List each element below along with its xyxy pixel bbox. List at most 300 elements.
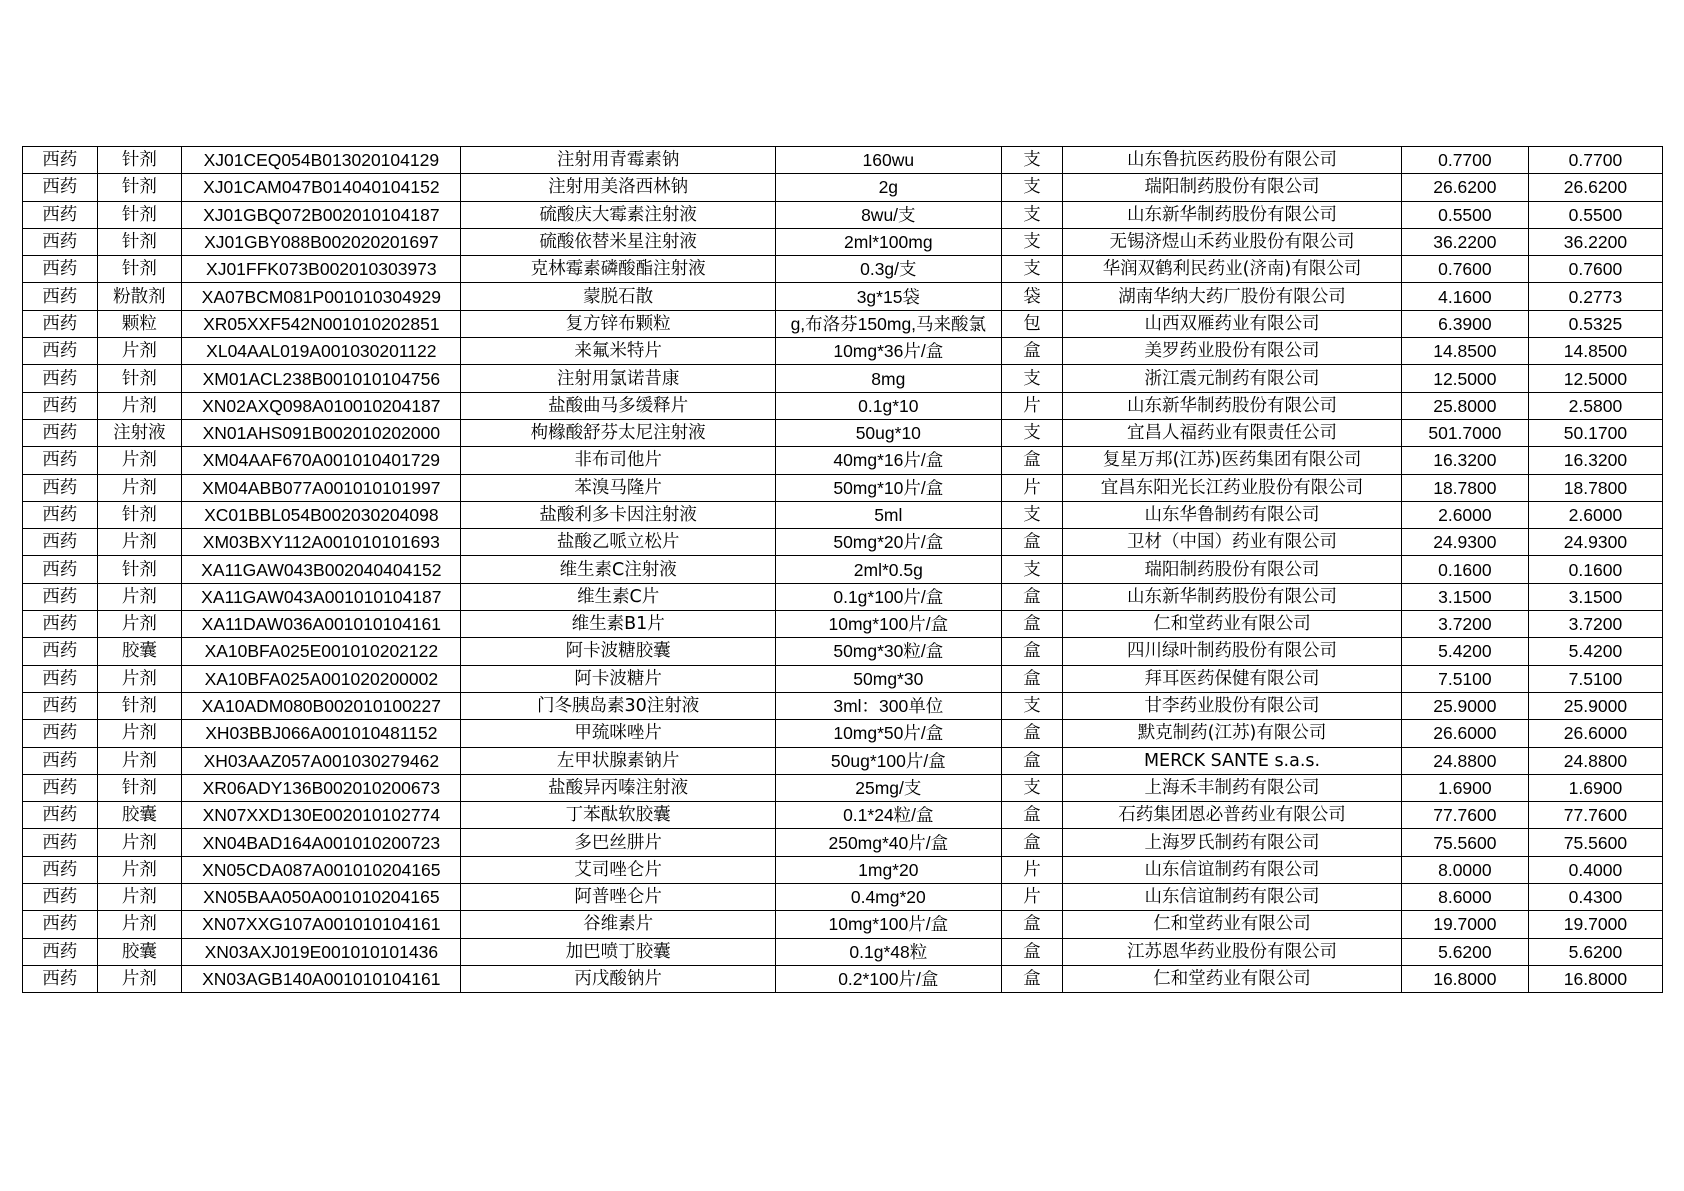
specification-cell: 3g*15袋 [775,283,1001,310]
drug-code-cell: XC01BBL054B002030204098 [182,501,461,528]
drug-name-cell: 丁苯酞软胶囊 [461,802,775,829]
specification-cell: 0.2*100片/盒 [775,965,1001,992]
specification-cell: 2ml*100mg [775,228,1001,255]
table-row [23,147,1663,174]
unit-price-cell: 5.4200 [1528,638,1662,665]
category-cell: 西药 [23,583,98,610]
dosage-form-cell: 胶囊 [97,802,182,829]
unit-price-cell: 12.5000 [1528,365,1662,392]
drug-code-cell: XJ01GBY088B002020201697 [182,228,461,255]
category-cell: 西药 [23,201,98,228]
category-cell: 西药 [23,747,98,774]
unit-price-cell: 3.7200 [1528,611,1662,638]
package-price-cell: 4.1600 [1401,283,1528,310]
unit-cell: 支 [1001,774,1062,801]
unit-price-cell: 26.6200 [1528,174,1662,201]
table-body [23,147,1663,993]
package-price-cell: 26.6000 [1401,720,1528,747]
unit-price-cell: 2.5800 [1528,392,1662,419]
specification-cell: 2g [775,174,1001,201]
drug-code-cell: XR05XXF542N001010202851 [182,310,461,337]
manufacturer-cell: 华润双鹤利民药业(济南)有限公司 [1063,256,1402,283]
specification-cell: 25mg/支 [775,774,1001,801]
unit-price-cell: 36.2200 [1528,228,1662,255]
dosage-form-cell: 针剂 [97,501,182,528]
manufacturer-cell: 浙江震元制药有限公司 [1063,365,1402,392]
drug-code-cell: XN03AGB140A001010104161 [182,965,461,992]
table-row [23,802,1663,829]
manufacturer-cell: 山东信谊制药有限公司 [1063,856,1402,883]
table-row [23,665,1663,692]
unit-cell: 盒 [1001,638,1062,665]
unit-price-cell: 0.4000 [1528,856,1662,883]
dosage-form-cell: 片剂 [97,965,182,992]
package-price-cell: 36.2200 [1401,228,1528,255]
dosage-form-cell: 片剂 [97,747,182,774]
table-row [23,884,1663,911]
manufacturer-cell: 仁和堂药业有限公司 [1063,911,1402,938]
table-row [23,529,1663,556]
specification-cell: 50mg*30粒/盒 [775,638,1001,665]
specification-cell: 5ml [775,501,1001,528]
drug-code-cell: XH03BBJ066A001010481152 [182,720,461,747]
unit-cell: 盒 [1001,802,1062,829]
manufacturer-cell: 四川绿叶制药股份有限公司 [1063,638,1402,665]
package-price-cell: 5.4200 [1401,638,1528,665]
manufacturer-cell: 仁和堂药业有限公司 [1063,965,1402,992]
drug-name-cell: 复方锌布颗粒 [461,310,775,337]
unit-price-cell: 2.6000 [1528,501,1662,528]
category-cell: 西药 [23,720,98,747]
category-cell: 西药 [23,228,98,255]
unit-cell: 盒 [1001,965,1062,992]
package-price-cell: 24.9300 [1401,529,1528,556]
drug-name-cell: 非布司他片 [461,447,775,474]
dosage-form-cell: 片剂 [97,911,182,938]
table-row [23,829,1663,856]
dosage-form-cell: 片剂 [97,447,182,474]
manufacturer-cell: 山东鲁抗医药股份有限公司 [1063,147,1402,174]
category-cell: 西药 [23,256,98,283]
specification-cell: 50ug*10 [775,419,1001,446]
manufacturer-cell: 石药集团恩必普药业有限公司 [1063,802,1402,829]
package-price-cell: 14.8500 [1401,338,1528,365]
drug-price-table [22,146,1663,993]
unit-cell: 支 [1001,174,1062,201]
drug-code-cell: XJ01CEQ054B013020104129 [182,147,461,174]
drug-name-cell: 加巴喷丁胶囊 [461,938,775,965]
drug-code-cell: XA11GAW043A001010104187 [182,583,461,610]
table-row [23,338,1663,365]
drug-name-cell: 艾司唑仑片 [461,856,775,883]
drug-name-cell: 注射用青霉素钠 [461,147,775,174]
drug-code-cell: XN05CDA087A001010204165 [182,856,461,883]
drug-name-cell: 来氟米特片 [461,338,775,365]
unit-price-cell: 0.5500 [1528,201,1662,228]
drug-code-cell: XN04BAD164A001010200723 [182,829,461,856]
table-row [23,392,1663,419]
table-row [23,419,1663,446]
manufacturer-cell: 江苏恩华药业股份有限公司 [1063,938,1402,965]
drug-code-cell: XM03BXY112A001010101693 [182,529,461,556]
specification-cell: 0.1g*100片/盒 [775,583,1001,610]
unit-price-cell: 0.7700 [1528,147,1662,174]
drug-name-cell: 阿卡波糖胶囊 [461,638,775,665]
unit-cell: 包 [1001,310,1062,337]
table-row [23,474,1663,501]
package-price-cell: 1.6900 [1401,774,1528,801]
unit-price-cell: 1.6900 [1528,774,1662,801]
unit-price-cell: 0.2773 [1528,283,1662,310]
table-row [23,365,1663,392]
drug-code-cell: XH03AAZ057A001030279462 [182,747,461,774]
package-price-cell: 75.5600 [1401,829,1528,856]
package-price-cell: 25.9000 [1401,692,1528,719]
manufacturer-cell: 仁和堂药业有限公司 [1063,611,1402,638]
drug-name-cell: 硫酸依替米星注射液 [461,228,775,255]
specification-cell: 250mg*40片/盒 [775,829,1001,856]
table-row [23,283,1663,310]
unit-cell: 片 [1001,474,1062,501]
dosage-form-cell: 针剂 [97,556,182,583]
package-price-cell: 0.1600 [1401,556,1528,583]
unit-price-cell: 26.6000 [1528,720,1662,747]
unit-cell: 片 [1001,884,1062,911]
package-price-cell: 0.5500 [1401,201,1528,228]
unit-price-cell: 24.8800 [1528,747,1662,774]
category-cell: 西药 [23,692,98,719]
category-cell: 西药 [23,911,98,938]
table-row [23,556,1663,583]
category-cell: 西药 [23,884,98,911]
unit-cell: 片 [1001,392,1062,419]
table-row [23,310,1663,337]
unit-cell: 盒 [1001,720,1062,747]
package-price-cell: 24.8800 [1401,747,1528,774]
unit-cell: 盒 [1001,447,1062,474]
package-price-cell: 77.7600 [1401,802,1528,829]
specification-cell: 2ml*0.5g [775,556,1001,583]
package-price-cell: 8.0000 [1401,856,1528,883]
drug-code-cell: XA11GAW043B002040404152 [182,556,461,583]
drug-name-cell: 丙戊酸钠片 [461,965,775,992]
drug-code-cell: XA10BFA025E001010202122 [182,638,461,665]
package-price-cell: 0.7700 [1401,147,1528,174]
drug-code-cell: XN05BAA050A001010204165 [182,884,461,911]
package-price-cell: 7.5100 [1401,665,1528,692]
dosage-form-cell: 片剂 [97,829,182,856]
drug-name-cell: 枸橼酸舒芬太尼注射液 [461,419,775,446]
drug-name-cell: 阿卡波糖片 [461,665,775,692]
package-price-cell: 19.7000 [1401,911,1528,938]
category-cell: 西药 [23,965,98,992]
category-cell: 西药 [23,638,98,665]
manufacturer-cell: 甘李药业股份有限公司 [1063,692,1402,719]
dosage-form-cell: 片剂 [97,529,182,556]
unit-cell: 支 [1001,201,1062,228]
drug-code-cell: XM01ACL238B001010104756 [182,365,461,392]
unit-price-cell: 0.1600 [1528,556,1662,583]
table-row [23,501,1663,528]
category-cell: 西药 [23,147,98,174]
drug-code-cell: XJ01FFK073B002010303973 [182,256,461,283]
dosage-form-cell: 片剂 [97,392,182,419]
package-price-cell: 25.8000 [1401,392,1528,419]
package-price-cell: 501.7000 [1401,419,1528,446]
unit-price-cell: 75.5600 [1528,829,1662,856]
drug-code-cell: XJ01GBQ072B002010104187 [182,201,461,228]
unit-cell: 支 [1001,556,1062,583]
drug-name-cell: 盐酸异丙嗪注射液 [461,774,775,801]
drug-name-cell: 苯溴马隆片 [461,474,775,501]
category-cell: 西药 [23,474,98,501]
drug-name-cell: 注射用美洛西林钠 [461,174,775,201]
dosage-form-cell: 注射液 [97,419,182,446]
drug-name-cell: 左甲状腺素钠片 [461,747,775,774]
specification-cell: 10mg*50片/盒 [775,720,1001,747]
package-price-cell: 3.1500 [1401,583,1528,610]
category-cell: 西药 [23,447,98,474]
manufacturer-cell: 复星万邦(江苏)医药集团有限公司 [1063,447,1402,474]
table-row [23,720,1663,747]
table-row [23,228,1663,255]
table-row [23,965,1663,992]
category-cell: 西药 [23,419,98,446]
dosage-form-cell: 颗粒 [97,310,182,337]
unit-cell: 盒 [1001,938,1062,965]
category-cell: 西药 [23,338,98,365]
manufacturer-cell: 山西双雁药业有限公司 [1063,310,1402,337]
category-cell: 西药 [23,365,98,392]
manufacturer-cell: MERCK SANTE s.a.s. [1063,747,1402,774]
drug-name-cell: 维生素C注射液 [461,556,775,583]
drug-code-cell: XM04AAF670A001010401729 [182,447,461,474]
drug-name-cell: 谷维素片 [461,911,775,938]
category-cell: 西药 [23,392,98,419]
unit-cell: 支 [1001,228,1062,255]
drug-name-cell: 维生素B1片 [461,611,775,638]
unit-cell: 盒 [1001,911,1062,938]
table-row [23,856,1663,883]
manufacturer-cell: 瑞阳制药股份有限公司 [1063,174,1402,201]
manufacturer-cell: 拜耳医药保健有限公司 [1063,665,1402,692]
drug-code-cell: XN03AXJ019E001010101436 [182,938,461,965]
dosage-form-cell: 片剂 [97,884,182,911]
specification-cell: 50mg*20片/盒 [775,529,1001,556]
unit-cell: 支 [1001,501,1062,528]
dosage-form-cell: 针剂 [97,174,182,201]
unit-price-cell: 16.8000 [1528,965,1662,992]
specification-cell: 8wu/支 [775,201,1001,228]
drug-code-cell: XA10ADM080B002010100227 [182,692,461,719]
category-cell: 西药 [23,665,98,692]
table-row [23,774,1663,801]
table-row [23,747,1663,774]
unit-price-cell: 25.9000 [1528,692,1662,719]
dosage-form-cell: 针剂 [97,774,182,801]
drug-name-cell: 克林霉素磷酸酯注射液 [461,256,775,283]
table-row [23,611,1663,638]
unit-cell: 片 [1001,856,1062,883]
drug-name-cell: 盐酸乙哌立松片 [461,529,775,556]
category-cell: 西药 [23,774,98,801]
drug-code-cell: XM04ABB077A001010101997 [182,474,461,501]
drug-code-cell: XJ01CAM047B014040104152 [182,174,461,201]
drug-code-cell: XA07BCM081P001010304929 [182,283,461,310]
manufacturer-cell: 上海禾丰制药有限公司 [1063,774,1402,801]
drug-code-cell: XN07XXG107A001010104161 [182,911,461,938]
drug-name-cell: 盐酸曲马多缓释片 [461,392,775,419]
unit-price-cell: 14.8500 [1528,338,1662,365]
dosage-form-cell: 片剂 [97,583,182,610]
category-cell: 西药 [23,829,98,856]
package-price-cell: 26.6200 [1401,174,1528,201]
specification-cell: 0.4mg*20 [775,884,1001,911]
unit-price-cell: 18.7800 [1528,474,1662,501]
dosage-form-cell: 片剂 [97,665,182,692]
unit-price-cell: 50.1700 [1528,419,1662,446]
specification-cell: 0.3g/支 [775,256,1001,283]
unit-cell: 盒 [1001,529,1062,556]
unit-price-cell: 19.7000 [1528,911,1662,938]
drug-code-cell: XL04AAL019A001030201122 [182,338,461,365]
dosage-form-cell: 片剂 [97,856,182,883]
table-row [23,692,1663,719]
specification-cell: 40mg*16片/盒 [775,447,1001,474]
category-cell: 西药 [23,611,98,638]
drug-code-cell: XN07XXD130E002010102774 [182,802,461,829]
unit-cell: 支 [1001,692,1062,719]
table-row [23,911,1663,938]
drug-name-cell: 盐酸利多卡因注射液 [461,501,775,528]
category-cell: 西药 [23,529,98,556]
dosage-form-cell: 针剂 [97,228,182,255]
table-row [23,583,1663,610]
specification-cell: 8mg [775,365,1001,392]
dosage-form-cell: 片剂 [97,338,182,365]
specification-cell: 0.1g*10 [775,392,1001,419]
package-price-cell: 8.6000 [1401,884,1528,911]
category-cell: 西药 [23,556,98,583]
unit-price-cell: 0.7600 [1528,256,1662,283]
table-row [23,174,1663,201]
drug-name-cell: 注射用氯诺昔康 [461,365,775,392]
package-price-cell: 16.8000 [1401,965,1528,992]
manufacturer-cell: 山东信谊制药有限公司 [1063,884,1402,911]
manufacturer-cell: 无锡济煜山禾药业股份有限公司 [1063,228,1402,255]
dosage-form-cell: 片剂 [97,720,182,747]
unit-cell: 盒 [1001,829,1062,856]
specification-cell: 0.1*24粒/盒 [775,802,1001,829]
package-price-cell: 18.7800 [1401,474,1528,501]
category-cell: 西药 [23,174,98,201]
specification-cell: 3ml：300单位 [775,692,1001,719]
package-price-cell: 12.5000 [1401,365,1528,392]
unit-price-cell: 0.4300 [1528,884,1662,911]
manufacturer-cell: 瑞阳制药股份有限公司 [1063,556,1402,583]
specification-cell: 50mg*30 [775,665,1001,692]
unit-cell: 盒 [1001,583,1062,610]
specification-cell: g,布洛芬150mg,马来酸氯 [775,310,1001,337]
unit-cell: 支 [1001,365,1062,392]
specification-cell: 50ug*100片/盒 [775,747,1001,774]
specification-cell: 0.1g*48粒 [775,938,1001,965]
dosage-form-cell: 针剂 [97,365,182,392]
dosage-form-cell: 针剂 [97,692,182,719]
category-cell: 西药 [23,283,98,310]
drug-name-cell: 维生素C片 [461,583,775,610]
manufacturer-cell: 山东华鲁制药有限公司 [1063,501,1402,528]
unit-cell: 盒 [1001,338,1062,365]
specification-cell: 160wu [775,147,1001,174]
package-price-cell: 2.6000 [1401,501,1528,528]
table-row [23,938,1663,965]
unit-price-cell: 16.3200 [1528,447,1662,474]
drug-code-cell: XN02AXQ098A010010204187 [182,392,461,419]
unit-price-cell: 5.6200 [1528,938,1662,965]
specification-cell: 1mg*20 [775,856,1001,883]
package-price-cell: 0.7600 [1401,256,1528,283]
unit-price-cell: 3.1500 [1528,583,1662,610]
unit-cell: 袋 [1001,283,1062,310]
dosage-form-cell: 针剂 [97,147,182,174]
table-row [23,447,1663,474]
manufacturer-cell: 湖南华纳大药厂股份有限公司 [1063,283,1402,310]
specification-cell: 50mg*10片/盒 [775,474,1001,501]
drug-code-cell: XA11DAW036A001010104161 [182,611,461,638]
table-row [23,638,1663,665]
specification-cell: 10mg*100片/盒 [775,911,1001,938]
unit-price-cell: 77.7600 [1528,802,1662,829]
package-price-cell: 3.7200 [1401,611,1528,638]
drug-name-cell: 门冬胰岛素30注射液 [461,692,775,719]
drug-code-cell: XA10BFA025A001020200002 [182,665,461,692]
manufacturer-cell: 上海罗氏制药有限公司 [1063,829,1402,856]
manufacturer-cell: 默克制药(江苏)有限公司 [1063,720,1402,747]
unit-cell: 盒 [1001,747,1062,774]
manufacturer-cell: 宜昌东阳光长江药业股份有限公司 [1063,474,1402,501]
unit-price-cell: 7.5100 [1528,665,1662,692]
dosage-form-cell: 针剂 [97,201,182,228]
drug-name-cell: 硫酸庆大霉素注射液 [461,201,775,228]
drug-name-cell: 甲巯咪唑片 [461,720,775,747]
dosage-form-cell: 胶囊 [97,638,182,665]
manufacturer-cell: 山东新华制药股份有限公司 [1063,583,1402,610]
package-price-cell: 16.3200 [1401,447,1528,474]
package-price-cell: 6.3900 [1401,310,1528,337]
drug-name-cell: 多巴丝肼片 [461,829,775,856]
unit-price-cell: 24.9300 [1528,529,1662,556]
unit-cell: 支 [1001,256,1062,283]
manufacturer-cell: 美罗药业股份有限公司 [1063,338,1402,365]
category-cell: 西药 [23,802,98,829]
dosage-form-cell: 片剂 [97,474,182,501]
specification-cell: 10mg*100片/盒 [775,611,1001,638]
manufacturer-cell: 卫材（中国）药业有限公司 [1063,529,1402,556]
table-row [23,201,1663,228]
table-row [23,256,1663,283]
package-price-cell: 5.6200 [1401,938,1528,965]
manufacturer-cell: 宜昌人福药业有限责任公司 [1063,419,1402,446]
unit-cell: 盒 [1001,665,1062,692]
dosage-form-cell: 片剂 [97,611,182,638]
drug-code-cell: XN01AHS091B002010202000 [182,419,461,446]
dosage-form-cell: 粉散剂 [97,283,182,310]
manufacturer-cell: 山东新华制药股份有限公司 [1063,201,1402,228]
drug-name-cell: 阿普唑仑片 [461,884,775,911]
dosage-form-cell: 胶囊 [97,938,182,965]
unit-cell: 盒 [1001,611,1062,638]
